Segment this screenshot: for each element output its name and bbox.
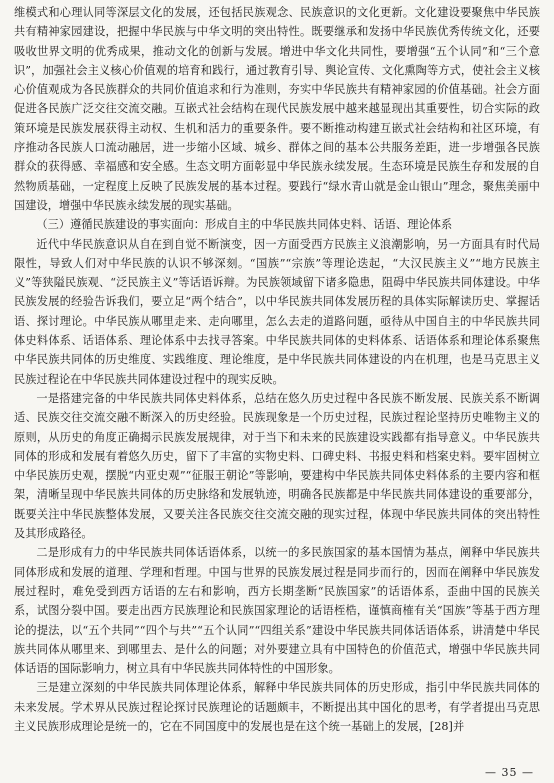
section-heading-3: （三）遵循民族建设的事实面向：形成自主的中华民族共同体史料、话语、理论体系: [36, 218, 453, 232]
page-number: — 35 —: [485, 766, 534, 779]
paragraph-theory-system: 三是建立深刻的中华民族共同体理论体系，解释中华民族共同体的历史形成，指引中华民族共同体的未来发展。学术界从民族过程论探讨民族理论的话题颇丰，不断提出其中国化的思考，有学者提出马克思主义民族形成理论是统一的，它在不同国度中的发展也是在这个统一基础上的发展，[28]并: [14, 681, 540, 733]
paragraph-modern-national-consciousness: 近代中华民族意识从自在到自觉不断演变，因一方面受西方民族主义浪潮影响，另一方面具有时代局限性，导致人们对中华民族的认识不够深刻。“国族”“宗族”等理论迭起，“大汉民族主义”“地方民族主义”等狭隘民族观、“泛民族主义”等话语诉辩。为民族领域留下诸多隐患，阻碍中华民族共同体建设。中华民族发展的经验告诉我们，要立足“两个结合”，以中华民族共同体发展历程的具体实际解读历史、掌握话语、探讨理论。中华民族从哪里走来、走向哪里，怎么去走的道路问题，亟待从中国自主的中华民族共同体史料体系、话语体系、理论体系中去找寻答案。中华民族共同体的史料体系、话语体系和理论体系聚焦中华民族共同体的历史维度、实践维度、理论维度，是中华民族共同体建设的内在机理，也是马克思主义民族过程论在中华民族共同体建设过程中的现实反映。: [14, 237, 540, 386]
paragraph-discourse-system: 二是形成有力的中华民族共同体话语体系，以统一的多民族国家的基本国情为基点，阐释中华民族共同体形成和发展的道理、学理和哲理。中国与世界的民族发展过程是同步而行的，因而在阐释中华民族发展过程时，难免受到西方话语的左右和影响，西方长期垄断“民族国家”的话语体系，歪曲中国的民族关系，试图分裂中国。要走出西方民族理论和民族国家理论的话语桎梏，谨慎商榷有关“国族”等基于西方理论的提法，以“五个共同”“四个与共”“五个认同”“四组关系”建设中华民族共同体话语体系，讲清楚中华民族共同体从哪里来、到哪里去、是什么的问题；对外要建立具有中国特色的价值范式，增强中华民族共同体话语的国际影响力，树立具有中华民族共同体特性的中国形象。: [14, 546, 540, 676]
paragraph-culture-society-ecology: 维模式和心理认同等深层文化的发展，还包括民族观念、民族意识的文化更新。文化建设要聚焦中华民族共有精神家园建设，把握中华民族与中华文明的突出特性。既要继承和发扬中华民族优秀传统文化，还要吸收世界文明的优秀成果，推动文化的创新与发展。增进中华文化共同性，要增强“五个认同”和“三个意识”，加强社会主义核心价值观的培育和践行，通过教育引导、舆论宣传、文化熏陶等方式，使社会主义核心价值观成为各民族群众的共同价值追求和行为准则，夯实中华民族共有精神家园的价值基础。社会方面促进各民族广泛交往交流交融。互嵌式社会结构在现代民族发展中越来越显现出其重要性，切合实际的政策环境是民族发展获得主动权、生机和活力的重要条件。要不断推动构建互嵌式社会结构和社区环境，有序推动各民族人口流动融居，进一步缩小区域、城乡、群体之间的基本公共服务差距，进一步增强各民族群众的获得感、幸福感和安全感。生态文明方面彰显中华民族永续发展。生态环境是民族生存和发展的自然物质基础，一定程度上反映了民族发展的基本过程。要践行“绿水青山就是金山银山”理念，聚焦美丽中国建设，增强中华民族永续发展的现实基础。: [14, 6, 540, 212]
paragraph-historical-materials-system: 一是搭建完备的中华民族共同体史料体系，总结在悠久历史过程中各民族不断发展、民族关系不断调适、民族交往交流交融不断深入的历史经验。民族现象是一个历史过程，民族过程论坚持历史唯物主义的原则，从历史的角度正确揭示民族发展规律，对于当下和未来的民族建设实践都有指导意义。中华民族共同体的形成和发展有着悠久历史，留下了丰富的实物史料、口碑史料、书报史料和档案史料。要牢固树立中华民族历史观，摆脱“内亚史观”“征服王朝论”等影响，要建构中华民族共同体史料体系的主要内容和框架，清晰呈现中华民族共同体的历史脉络和发展轨迹，明确各民族都是中华民族共同体建设的重要部分，既要关注中华民族整体发展，又要关注各民族交往交流交融的现实过程，体现中华民族共同体的突出特性及其形成路径。: [14, 391, 540, 541]
